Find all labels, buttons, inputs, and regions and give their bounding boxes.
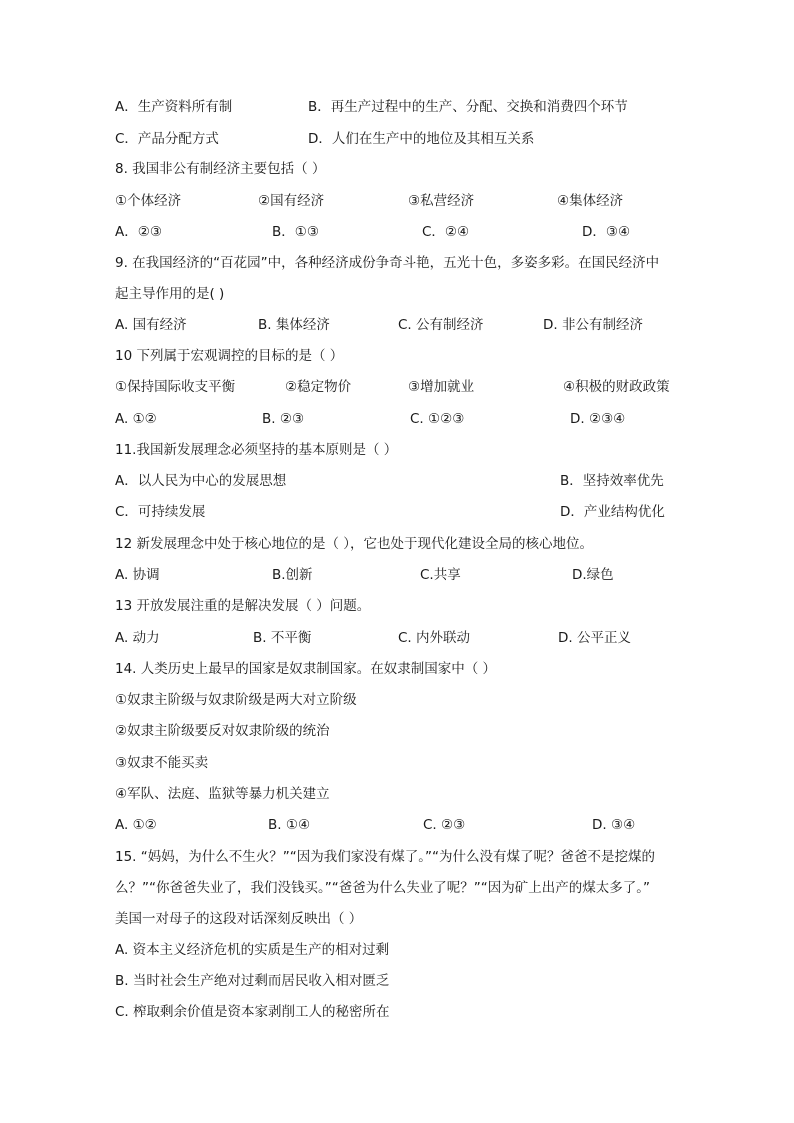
question-line: 起主导作用的是( ) bbox=[115, 286, 225, 302]
question-line: 14. 人类历史上最早的国家是奴隶制国家。在奴隶制国家中（ ） bbox=[115, 661, 497, 677]
answer-option: A．②③ bbox=[115, 224, 162, 240]
answer-option: D．产业结构优化 bbox=[560, 504, 665, 520]
question-line: 8. 我国非公有制经济主要包括（ ） bbox=[115, 161, 326, 177]
answer-option: A. ①② bbox=[115, 411, 157, 427]
question-line: ④军队、法庭、监狱等暴力机关建立 bbox=[115, 786, 330, 802]
answer-option: D．人们在生产中的地位及其相互关系 bbox=[308, 131, 535, 147]
answer-option: C．可持续发展 bbox=[115, 504, 206, 520]
answer-option: D. 非公有制经济 bbox=[543, 317, 643, 333]
answer-option: D.绿色 bbox=[572, 567, 614, 583]
answer-option: C．产品分配方式 bbox=[115, 131, 219, 147]
question-line: 15. “妈妈，为什么不生火？”“因为我们家没有煤了。”“为什么没有煤了呢？爸爸不是挖煤的 bbox=[115, 849, 655, 865]
answer-option: A．以人民为中心的发展思想 bbox=[115, 473, 287, 489]
question-line: C. 榨取剩余价值是资本家剥削工人的秘密所在 bbox=[115, 1004, 390, 1020]
answer-option: C. ①②③ bbox=[410, 411, 465, 427]
question-line: ①奴隶主阶级与奴隶阶级是两大对立阶级 bbox=[115, 692, 357, 708]
question-line: A. 资本主义经济危机的实质是生产的相对过剩 bbox=[115, 942, 390, 958]
answer-option: C.共享 bbox=[420, 567, 461, 583]
answer-option: C. 内外联动 bbox=[398, 630, 471, 646]
answer-option: B. ②③ bbox=[262, 411, 305, 427]
answer-option: ②国有经济 bbox=[258, 193, 325, 209]
answer-option: ④积极的财政政策 bbox=[563, 379, 670, 395]
answer-option: B.创新 bbox=[272, 567, 313, 583]
question-line: 12 新发展理念中处于核心地位的是（ ），它也处于现代化建设全局的核心地位。 bbox=[115, 536, 594, 552]
question-line: 11.我国新发展理念必须坚持的基本原则是（ ） bbox=[115, 442, 398, 458]
question-line: 9. 在我国经济的“百花园”中，各种经济成份争奇斗艳，五光十色，多姿多彩。在国民经济中 bbox=[115, 255, 660, 271]
answer-option: A. 国有经济 bbox=[115, 317, 187, 333]
answer-option: C. 公有制经济 bbox=[398, 317, 484, 333]
answer-option: B. 不平衡 bbox=[253, 630, 312, 646]
answer-option: B. 集体经济 bbox=[258, 317, 330, 333]
question-line: 13 开放发展注重的是解决发展（ ）问题。 bbox=[115, 598, 371, 614]
answer-option: A. 协调 bbox=[115, 567, 160, 583]
answer-option: D. ③④ bbox=[592, 817, 636, 833]
answer-option: A．生产资料所有制 bbox=[115, 99, 233, 115]
answer-option: ④集体经济 bbox=[557, 193, 624, 209]
answer-option: D. 公平正义 bbox=[558, 630, 631, 646]
answer-option: A. ①② bbox=[115, 817, 157, 833]
answer-option: ②稳定物价 bbox=[285, 379, 352, 395]
answer-option: ③私营经济 bbox=[408, 193, 475, 209]
answer-option: C. ②③ bbox=[423, 817, 466, 833]
question-line: ②奴隶主阶级要反对奴隶阶级的统治 bbox=[115, 723, 330, 739]
question-line: 美国一对母子的这段对话深刻反映出（ ） bbox=[115, 911, 363, 927]
answer-option: B．①③ bbox=[272, 224, 319, 240]
question-line: 10 下列属于宏观调控的目标的是（ ） bbox=[115, 348, 344, 364]
answer-option: A. 动力 bbox=[115, 630, 160, 646]
answer-option: B. ①④ bbox=[268, 817, 311, 833]
answer-option: ③增加就业 bbox=[408, 379, 475, 395]
answer-option: ①保持国际收支平衡 bbox=[115, 379, 236, 395]
answer-option: D．③④ bbox=[582, 224, 631, 240]
question-line: B. 当时社会生产绝对过剩而居民收入相对匮乏 bbox=[115, 973, 390, 989]
answer-option: D. ②③④ bbox=[570, 411, 626, 427]
answer-option: B．再生产过程中的生产、分配、交换和消费四个环节 bbox=[308, 99, 628, 115]
answer-option: B．坚持效率优先 bbox=[560, 473, 664, 489]
question-line: 么？”“你爸爸失业了，我们没钱买。”“爸爸为什么失业了呢？”“因为矿上出产的煤太多了。” bbox=[115, 880, 650, 896]
answer-option: ①个体经济 bbox=[115, 193, 182, 209]
answer-option: C．②④ bbox=[422, 224, 470, 240]
question-line: ③奴隶不能买卖 bbox=[115, 755, 209, 771]
